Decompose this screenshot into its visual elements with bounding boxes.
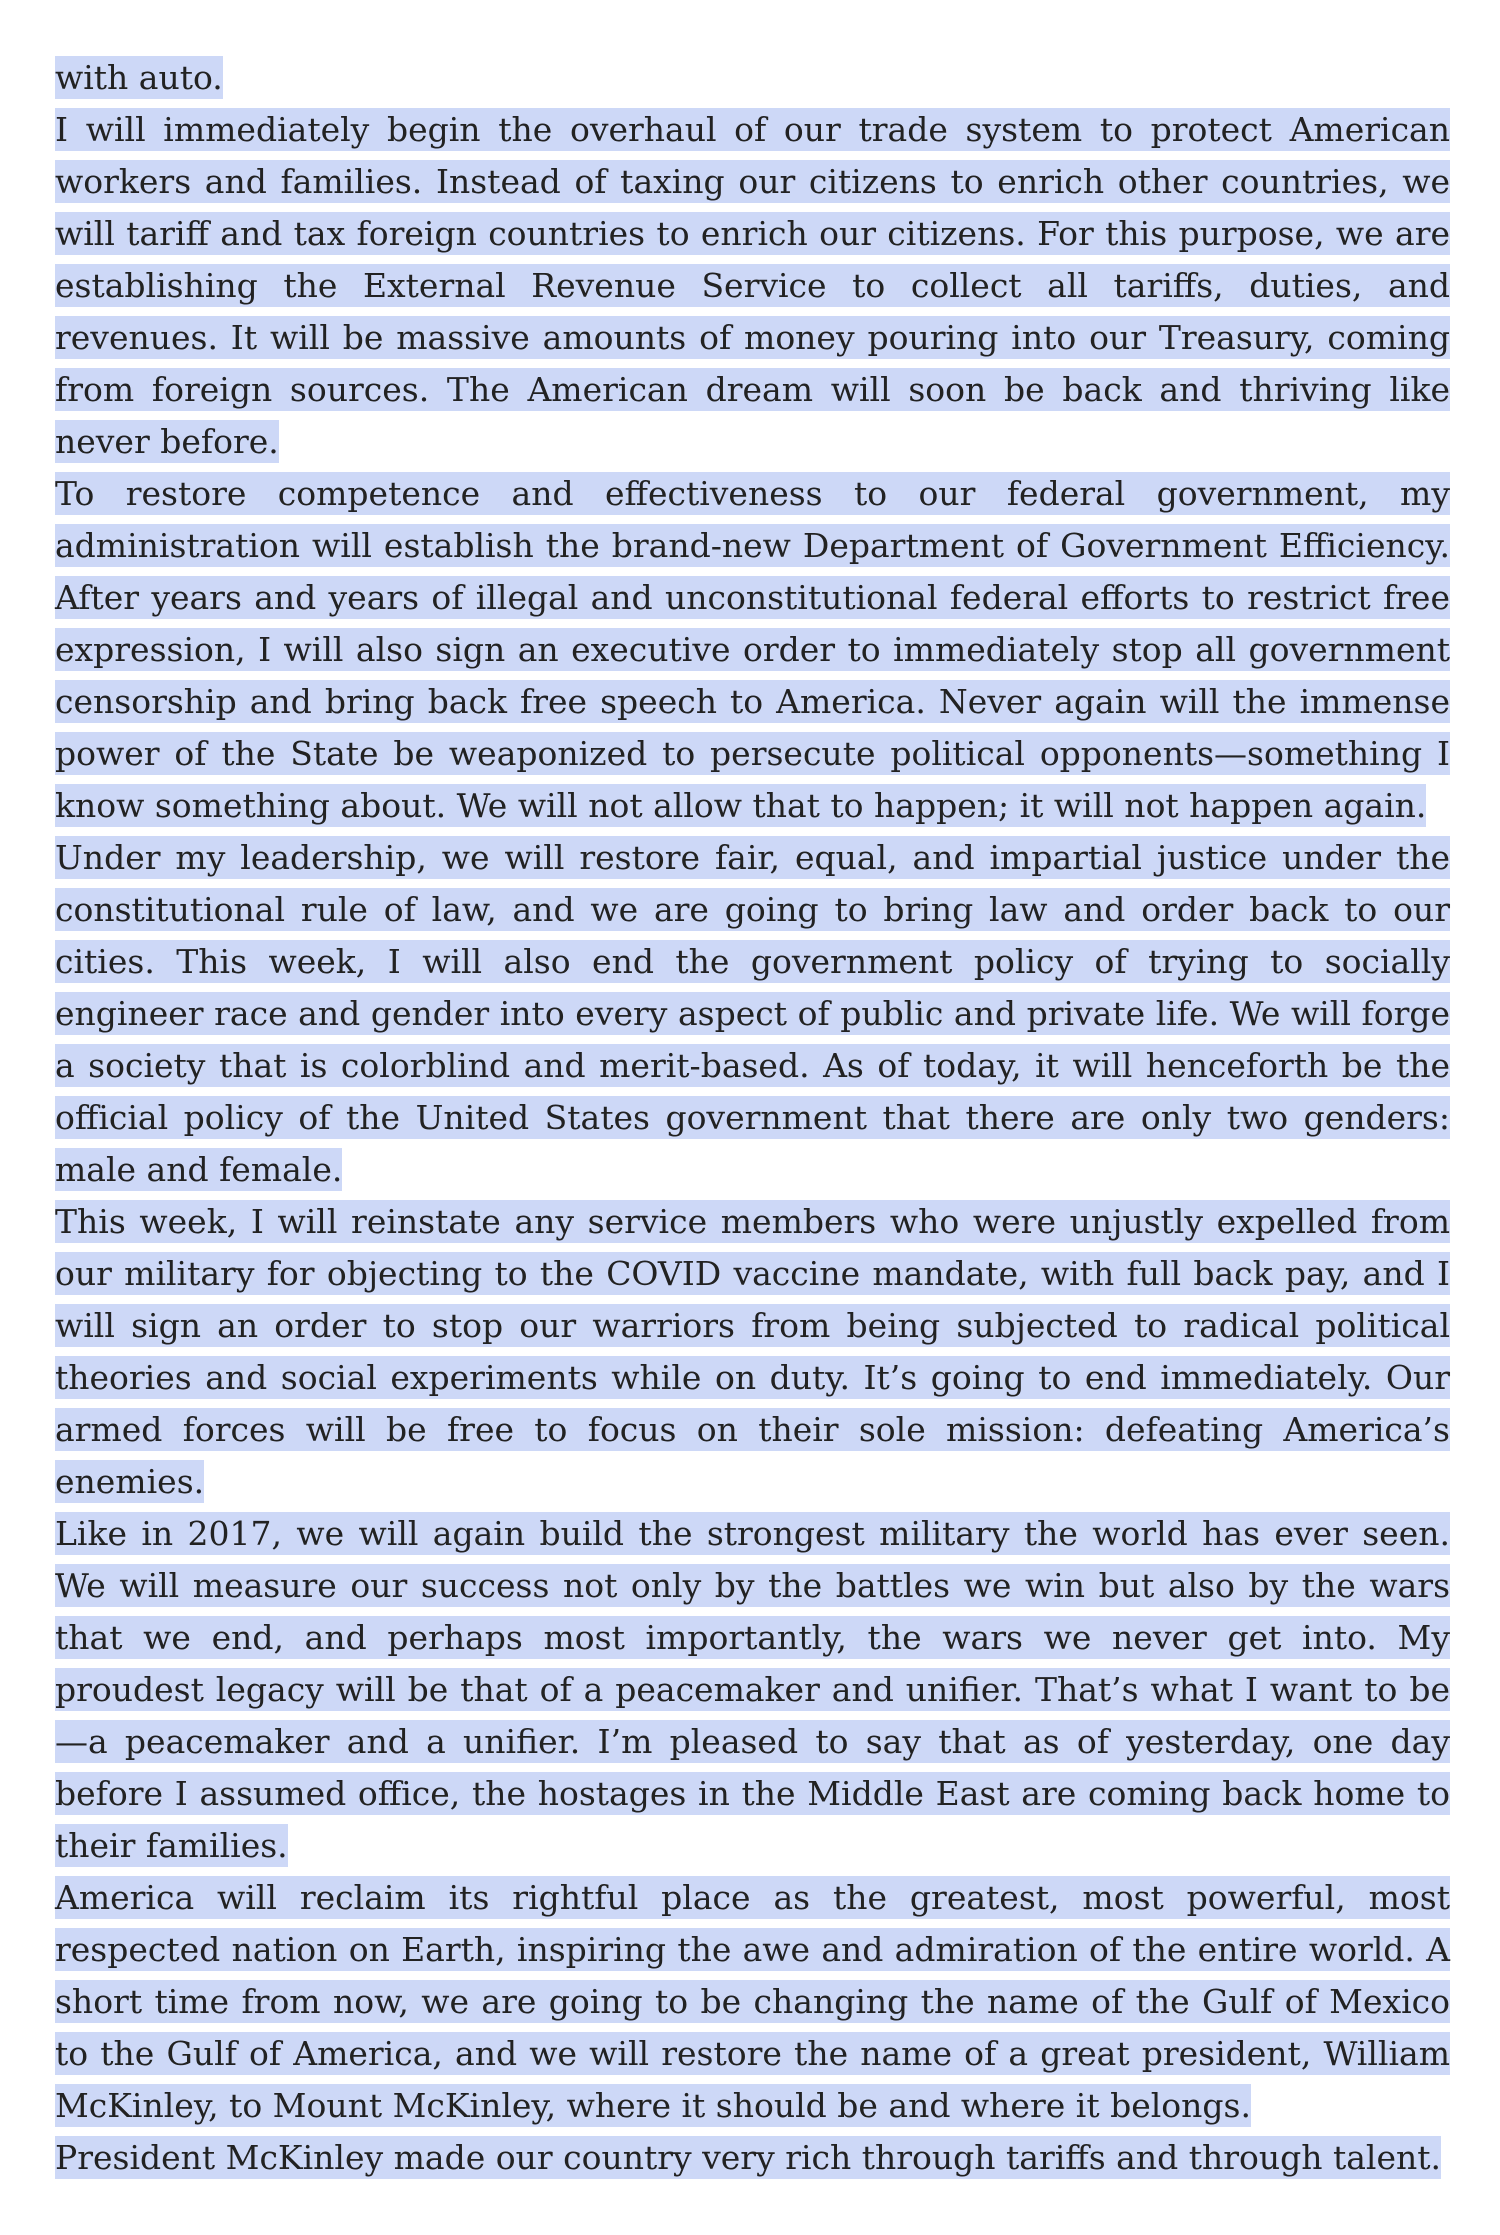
paragraph-5	[55, 1196, 1450, 1508]
highlighted-text: Like in 2017, we will again build the strongest military the world has ever seen. We will measure our success not only by the battles we win but also by the wars that we end, and perhaps most importantly, the wars we never get into. My proudest legacy will be that of a peacemaker and unifier. That’s what I want to be—a peacemaker and a unifier. I’m pleased to say that as of yesterday, one day before I assumed office, the hostages in the Middle East are coming back home to their families.	[55, 1514, 1450, 1865]
highlighted-text: with auto.	[55, 58, 223, 97]
paragraph-6	[55, 1508, 1450, 1872]
paragraph-2	[55, 104, 1450, 468]
highlighted-text: America will reclaim its rightful place as the greatest, most powerful, most respected nation on Earth, inspiring the awe and admiration of the entire world. A short time from now, we are going to be changing the name of the Gulf of Mexico to the Gulf of America, and we will restore the name of a great president, William McKinley, to Mount McKinley, where it should be and where it belongs.	[55, 1878, 1450, 2125]
highlighted-text: Under my leadership, we will restore fair, equal, and impartial justice under the constitutional rule of law, and we are going to bring law and order back to our cities. This week, I will also end the government policy of trying to socially engineer race and gender into every aspect of public and private life. We will forge a society that is colorblind and merit-based. As of today, it will henceforth be the official policy of the United States government that there are only two genders: male and female.	[55, 838, 1450, 1189]
document-page	[55, 52, 1450, 2184]
highlighted-text: I will immediately begin the overhaul of our trade system to protect American workers and families. Instead of taxing our citizens to enrich other countries, we will tariff and tax foreign countries to enrich our citizens. For this purpose, we are establishing the External Revenue Service to collect all tariffs, duties, and revenues. It will be massive amounts of money pouring into our Treasury, coming from foreign sources. The American dream will soon be back and thriving like never before.	[55, 110, 1450, 461]
paragraph-3	[55, 468, 1450, 832]
paragraph-8	[55, 2132, 1450, 2184]
paragraph-1	[55, 52, 1450, 104]
paragraph-7	[55, 1872, 1450, 2132]
paragraph-4	[55, 832, 1450, 1196]
highlighted-text: President McKinley made our country very rich through tariffs and through talent.	[55, 2138, 1442, 2177]
highlighted-text: This week, I will reinstate any service members who were unjustly expelled from our military for objecting to the COVID vaccine mandate, with full back pay, and I will sign an order to stop our warriors from being subjected to radical political theories and social experiments while on duty. It’s going to end immediately. Our armed forces will be free to focus on their sole mission: defeating America’s enemies.	[55, 1202, 1450, 1501]
highlighted-text: To restore competence and effectiveness to our federal government, my administration will establish the brand-new Department of Government Efficiency. After years and years of illegal and unconstitutional federal efforts to restrict free expression, I will also sign an executive order to immediately stop all government censorship and bring back free speech to America. Never again will the immense power of the State be weaponized to persecute political opponents—something I know something about. We will not allow that to happen; it will not happen again.	[55, 474, 1450, 825]
